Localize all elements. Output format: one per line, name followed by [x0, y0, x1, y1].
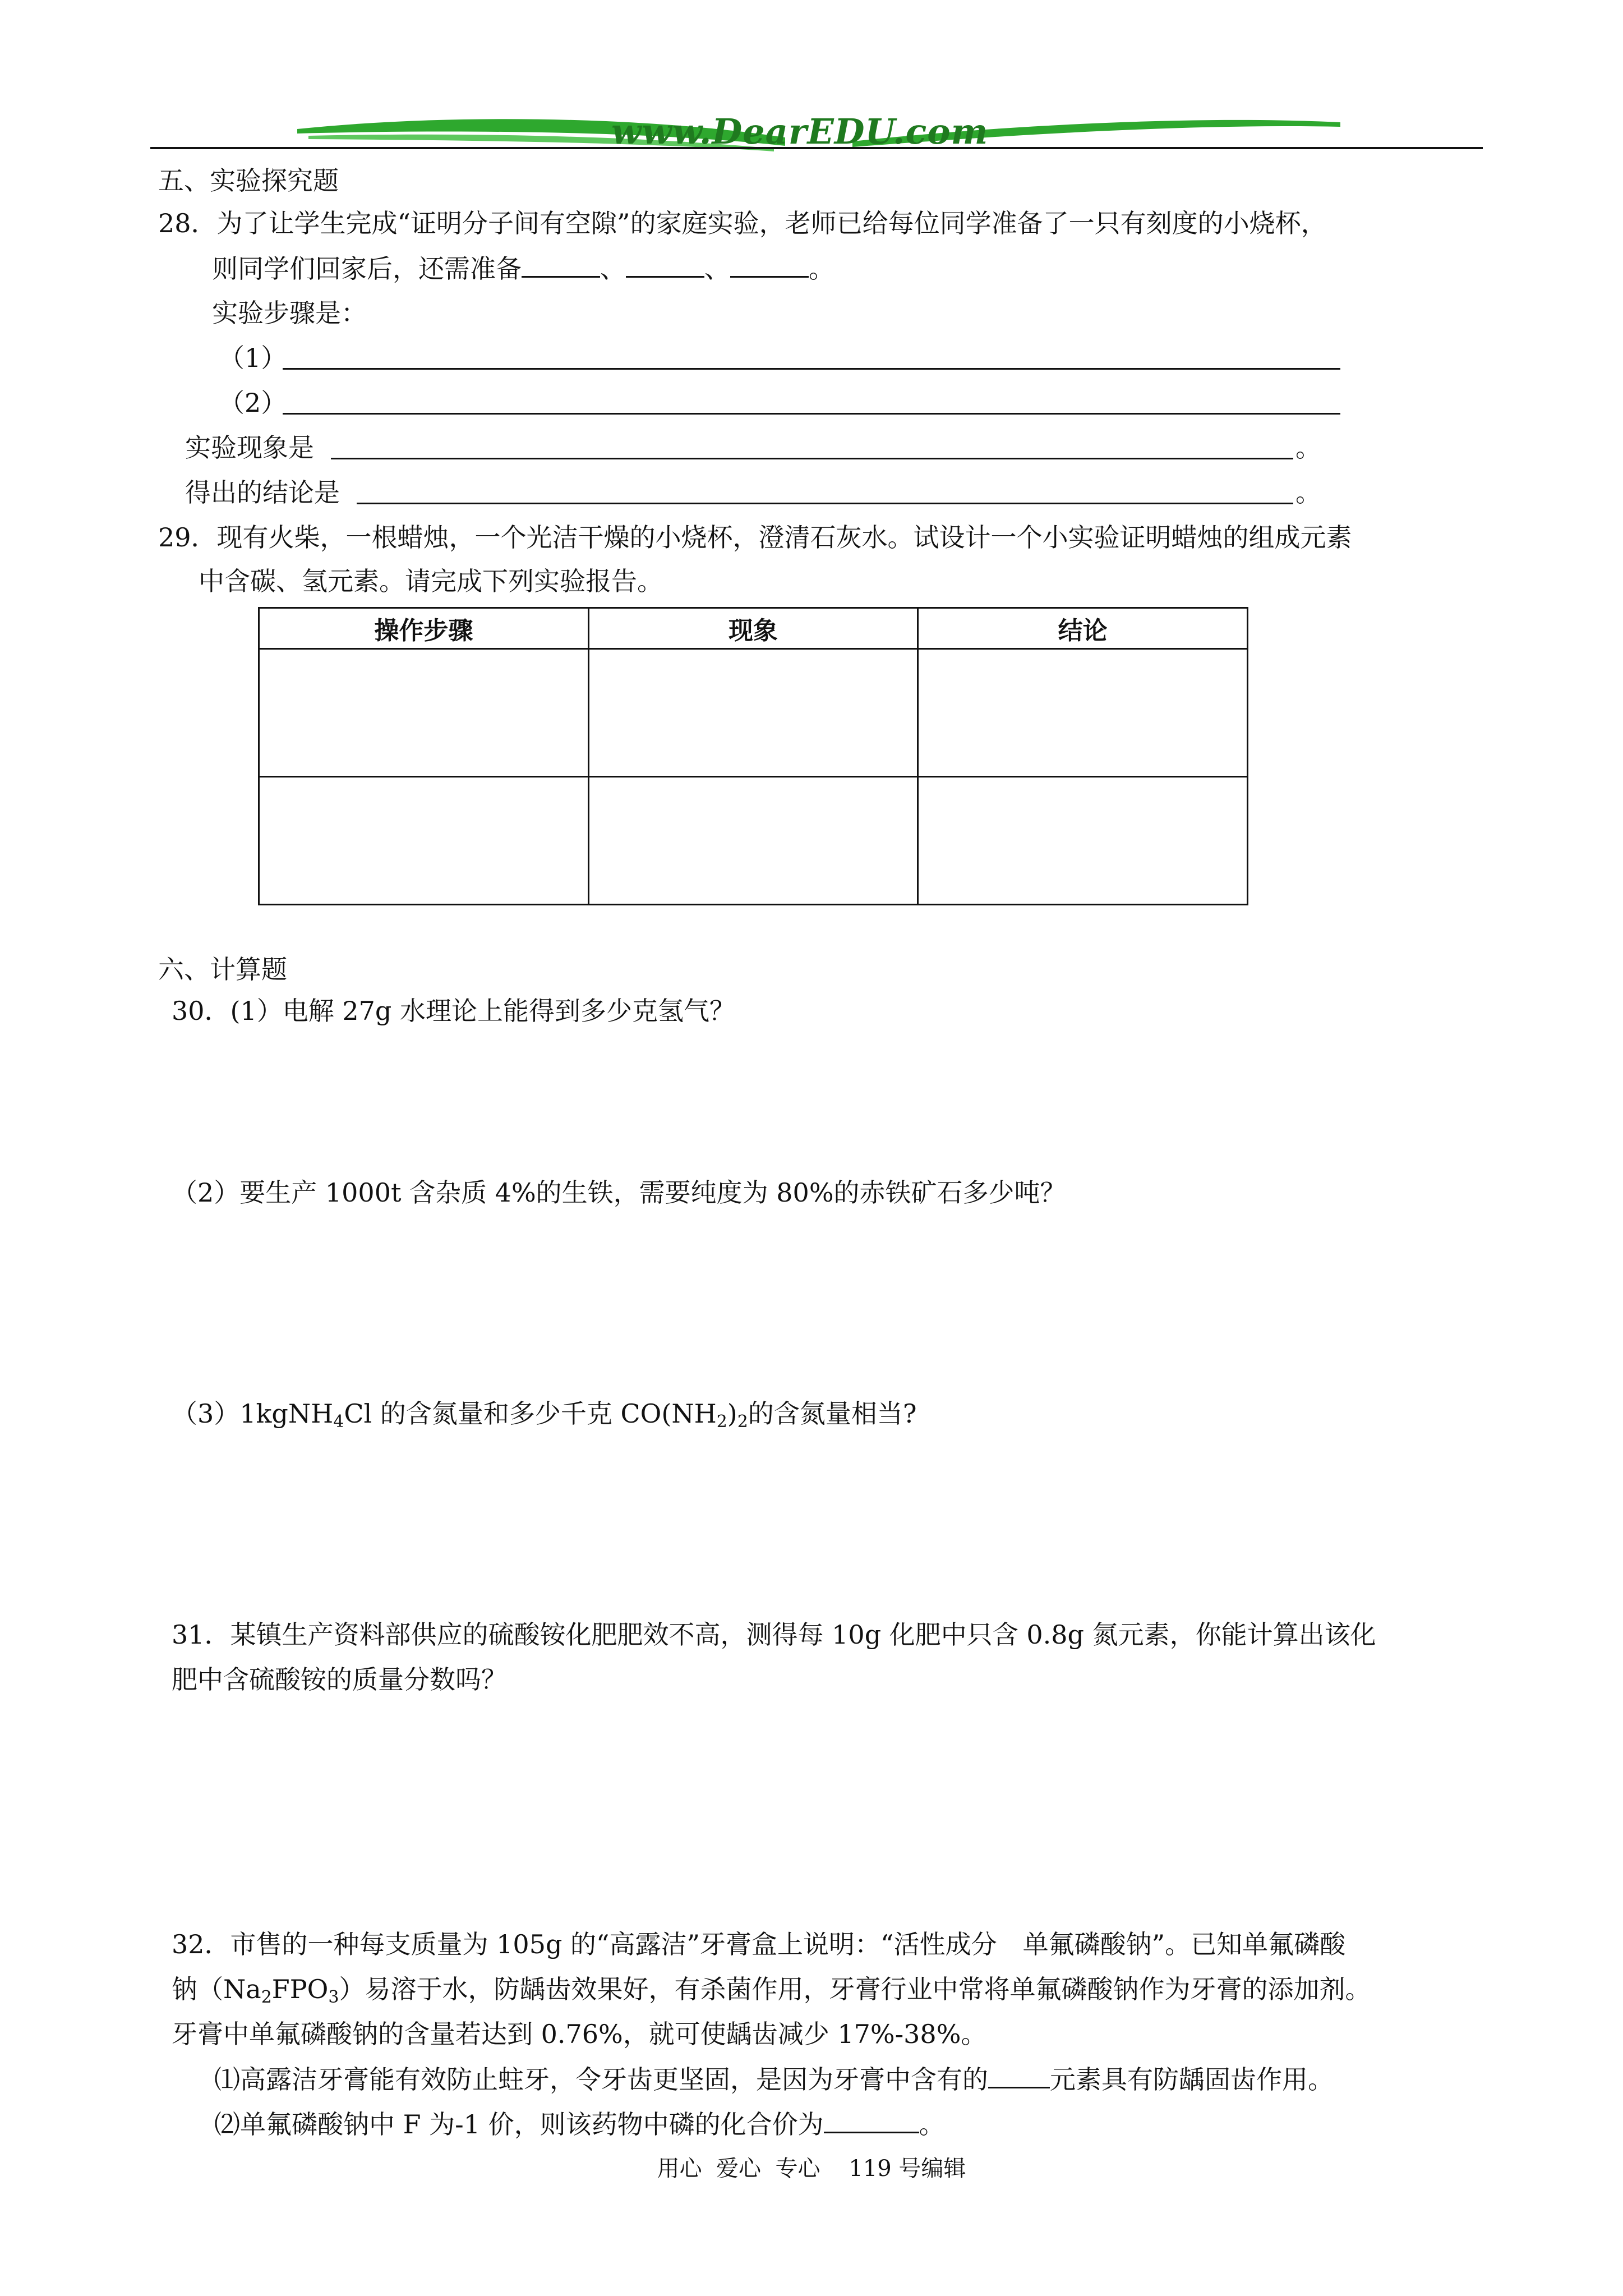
- subscript: 2: [737, 1412, 748, 1432]
- q30-part1: 30．(1）电解 27g 水理论上能得到多少克氢气？: [172, 996, 735, 1026]
- q30-part2: （2）要生产 1000t 含杂质 4%的生铁，需要纯度为 80%的赤铁矿石多少吨？: [172, 1177, 1066, 1208]
- answer-blank[interactable]: [824, 2106, 919, 2133]
- q32-line1: 32．市售的一种每支质量为 105g 的“高露洁”牙膏盒上说明：“活性成分 单氟磷酸钠”。已知单氟磷酸: [172, 1929, 1346, 1959]
- table-row: [259, 777, 1248, 905]
- header-conclusion: 结论: [918, 608, 1248, 649]
- q28-conclusion-label: 得出的结论是: [185, 477, 340, 508]
- q28-conclusion-line[interactable]: [357, 503, 1293, 504]
- table-row: [259, 649, 1248, 777]
- page-footer: 用心 爱心 专心 119 号编辑: [657, 2156, 966, 2182]
- section5-title: 五、实验探究题: [158, 165, 339, 196]
- table-cell[interactable]: [259, 777, 589, 905]
- question-text: ⑵单氟磷酸钠中 F 为-1 价，则该药物中磷的化合价为: [214, 2109, 824, 2139]
- q28-step2-line[interactable]: [283, 413, 1340, 415]
- formula-text: ): [727, 1398, 737, 1429]
- header-steps: 操作步骤: [259, 608, 589, 649]
- q31-line1: 31．某镇生产资料部供应的硫酸铵化肥肥效不高，测得每 10g 化肥中只含 0.8g 氮元素，你能计算出该化: [172, 1619, 1376, 1650]
- q32-sub1: [214, 2061, 1334, 2097]
- formula-text: ）易溶于水，防龋齿效果好，有杀菌作用，牙膏行业中常将单氟磷酸钠作为牙膏的添加剂。: [339, 1974, 1371, 2004]
- q28-line2: [212, 250, 834, 287]
- q29-line2: 中含碳、氢元素。请完成下列实验报告。: [199, 566, 663, 596]
- answer-blank[interactable]: [522, 250, 600, 278]
- separator: 、: [600, 254, 626, 284]
- experiment-report-table: [258, 607, 1248, 905]
- q28-step2-label: （2）: [219, 388, 287, 418]
- answer-blank[interactable]: [730, 250, 809, 278]
- q32-line2: [172, 1971, 1371, 2016]
- q31-line2: 肥中含硫酸铵的质量分数吗？: [172, 1664, 507, 1695]
- formula-text: 的含氮量相当?: [748, 1398, 917, 1429]
- q28-line1: 28．为了让学生完成“证明分子间有空隙”的家庭实验，老师已给每位同学准备了一只有刻度的小烧杯，: [158, 208, 1327, 238]
- q28-prepare-text: 则同学们回家后，还需准备: [212, 254, 522, 284]
- subscript: 2: [261, 1987, 272, 2007]
- q30-part3: [172, 1396, 917, 1440]
- table-cell[interactable]: [918, 777, 1248, 905]
- table-cell[interactable]: [588, 649, 918, 777]
- period: 。: [809, 254, 834, 284]
- formula-text: FPO: [271, 1974, 329, 2004]
- section6-title: 六、计算题: [158, 954, 287, 984]
- q32-line3: 牙膏中单氟磷酸钠的含量若达到 0.76%，就可使龋齿减少 17%-38%。: [172, 2019, 987, 2049]
- question-text: ⑴高露洁牙膏能有效防止蛀牙，令牙齿更坚固，是因为牙膏中含有的: [214, 2064, 988, 2095]
- subscript: 2: [716, 1412, 727, 1432]
- table-header-row: [259, 608, 1248, 649]
- q28-step1-label: （1）: [219, 343, 287, 373]
- question-text: 。: [919, 2109, 945, 2139]
- formula-text: （3）1kgNH: [172, 1398, 334, 1429]
- header-logo: [292, 107, 1346, 157]
- formula-text: 钠（Na: [172, 1974, 261, 2004]
- logo-text: www.DearEDU.com: [611, 111, 989, 152]
- period: 。: [1295, 432, 1321, 463]
- question-text: 元素具有防龋固齿作用。: [1050, 2064, 1334, 2095]
- subscript: 3: [328, 1987, 339, 2007]
- q29-line1: 29．现有火柴，一根蜡烛，一个光洁干燥的小烧杯，澄清石灰水。试设计一个小实验证明蜡烛的组成元素: [158, 522, 1352, 553]
- table-cell[interactable]: [588, 777, 918, 905]
- header-rule: [150, 147, 1483, 149]
- q28-step1-line[interactable]: [283, 368, 1340, 370]
- q32-sub2: [214, 2106, 945, 2142]
- table-cell[interactable]: [918, 649, 1248, 777]
- table-cell[interactable]: [259, 649, 589, 777]
- q28-phenomenon-label: 实验现象是: [185, 432, 314, 463]
- formula-text: Cl 的含氮量和多少千克 CO(NH: [344, 1398, 717, 1429]
- answer-blank[interactable]: [626, 250, 704, 278]
- header-phenomenon: 现象: [588, 608, 918, 649]
- separator: 、: [704, 254, 730, 284]
- period: 。: [1295, 477, 1321, 508]
- subscript: 4: [333, 1412, 344, 1432]
- q28-phenomenon-line[interactable]: [331, 458, 1293, 459]
- answer-blank[interactable]: [988, 2061, 1050, 2088]
- q28-steps-label: 实验步骤是：: [212, 298, 367, 328]
